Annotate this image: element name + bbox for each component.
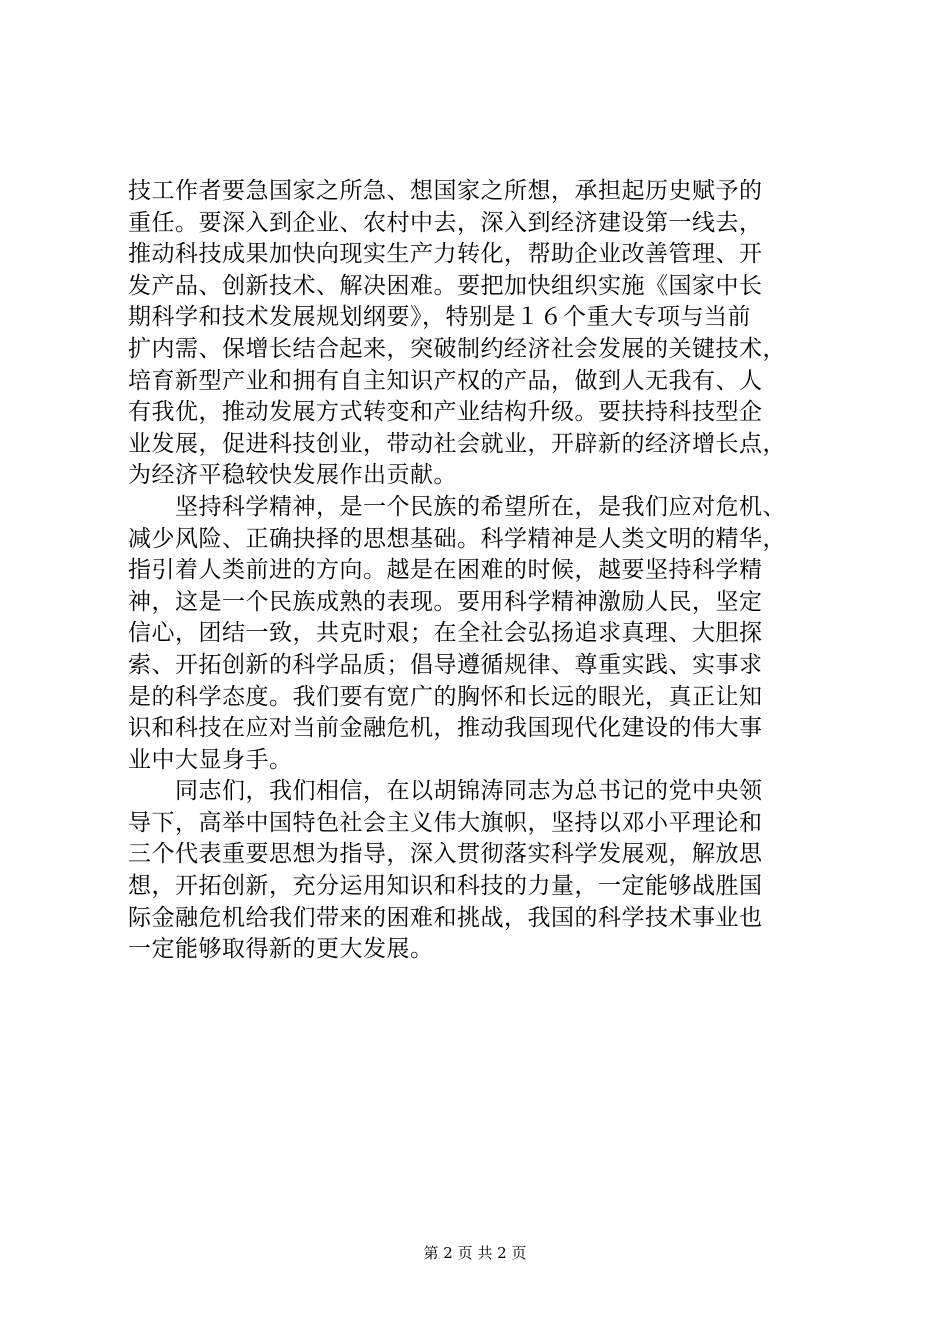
text-line: 业中大显身手。 <box>128 746 293 773</box>
text-line: 想，开拓创新，充分运用知识和科技的力量，一定能够战胜国 <box>128 873 763 900</box>
text-line: 信心，团结一致，共克时艰；在全社会弘扬追求真理、大胆探 <box>128 620 763 647</box>
text-line: 识和科技在应对当前金融危机，推动我国现代化建设的伟大事 <box>128 715 763 742</box>
text-line: 际金融危机给我们带来的困难和挑战，我国的科学技术事业也 <box>128 904 763 931</box>
text-line: 神，这是一个民族成熟的表现。要用科学精神激励人民，坚定 <box>128 588 763 615</box>
text-line: 一定能够取得新的更大发展。 <box>128 936 434 963</box>
text-line: 三个代表重要思想为指导，深入贯彻落实科学发展观，解放思 <box>128 841 763 868</box>
text-line: 期科学和技术发展规划纲要》，特别是１６个重大专项与当前 <box>128 304 751 331</box>
text-line: 为经济平稳较快发展作出贡献。 <box>128 462 457 489</box>
text-line: 有我优，推动发展方式转变和产业结构升级。要扶持科技型企 <box>128 399 763 426</box>
text-line: 减少风险、正确抉择的思想基础。科学精神是人类文明的精华， <box>128 525 786 552</box>
text-line: 同志们，我们相信，在以胡锦涛同志为总书记的党中央领 <box>128 778 763 805</box>
text-line: 坚持科学精神，是一个民族的希望所在，是我们应对危机、 <box>128 493 786 520</box>
text-line: 索、开拓创新的科学品质；倡导遵循规律、尊重实践、实事求 <box>128 651 763 678</box>
text-line: 导下，高举中国特色社会主义伟大旗帜，坚持以邓小平理论和 <box>128 809 763 836</box>
page-number-footer: 第 2 页 共 2 页 <box>423 1244 527 1262</box>
text-line: 培育新型产业和拥有自主知识产权的产品，做到人无我有、人 <box>128 367 763 394</box>
text-line: 推动科技成果加快向现实生产力转化，帮助企业改善管理、开 <box>128 241 763 268</box>
text-line: 重任。要深入到企业、农村中去，深入到经济建设第一线去， <box>128 209 763 236</box>
text-line: 扩内需、保增长结合起来，突破制约经济社会发展的关键技术， <box>128 335 786 362</box>
text-line: 指引着人类前进的方向。越是在困难的时候，越要坚持科学精 <box>128 557 763 584</box>
text-line: 技工作者要急国家之所急、想国家之所想，承担起历史赋予的 <box>128 178 763 204</box>
text-line: 业发展，促进科技创业，带动社会就业，开辟新的经济增长点， <box>128 430 786 457</box>
text-line: 发产品、创新技术、解决困难。要把加快组织实施《国家中长 <box>128 272 763 299</box>
text-line: 是的科学态度。我们要有宽广的胸怀和长远的眼光，真正让知 <box>128 683 763 710</box>
body-text <box>128 176 833 966</box>
